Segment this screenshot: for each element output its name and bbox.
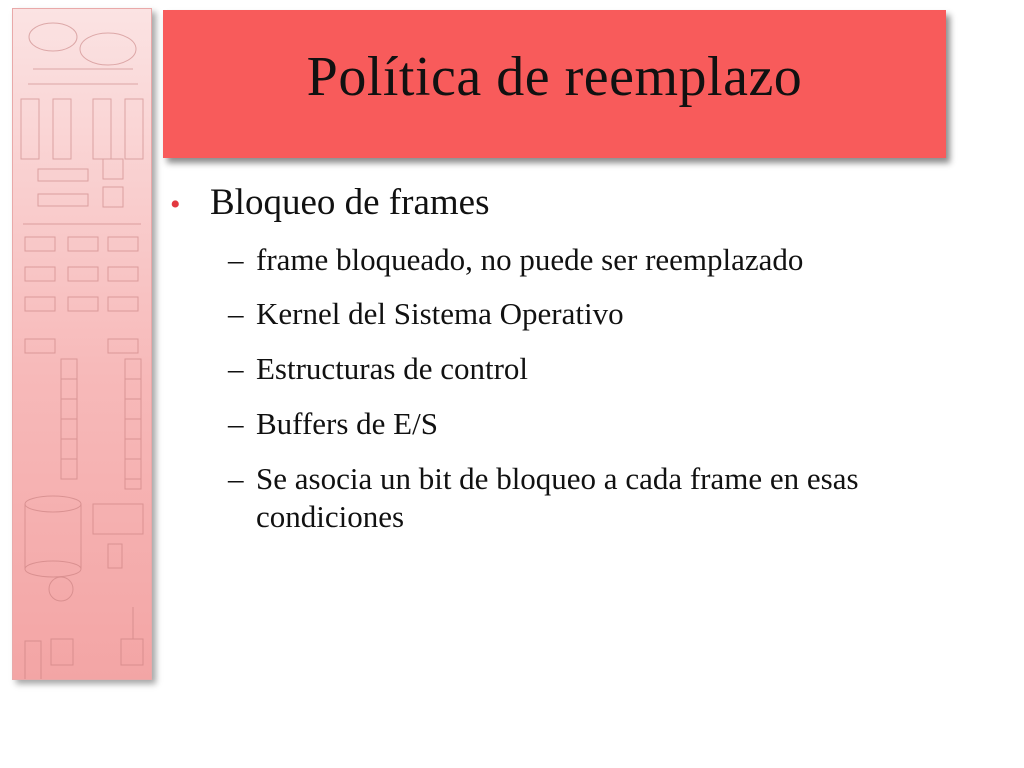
subbullet-item — [170, 350, 990, 388]
bullet-dot-icon: • — [170, 188, 181, 221]
slide-title: Política de reemplazo — [306, 46, 803, 108]
bullet-item — [170, 182, 990, 225]
dash-icon: – — [228, 405, 244, 441]
slide-content — [170, 182, 990, 552]
dash-icon: – — [228, 241, 244, 277]
subbullet-item — [170, 405, 990, 443]
subbullet-text: Se asocia un bit de bloqueo a cada frame en esas condiciones — [256, 460, 859, 534]
subbullet-text: Buffers de E/S — [256, 405, 438, 441]
subbullet-text: Estructuras de control — [256, 351, 529, 387]
dash-icon: – — [228, 351, 244, 387]
subbullet-text: frame bloqueado, no puede ser reemplazado — [256, 241, 804, 277]
subbullet-item — [170, 241, 990, 279]
bullet-text: Bloqueo de frames — [210, 182, 490, 223]
decorative-sidebar-panel — [12, 8, 152, 680]
dash-icon: – — [228, 460, 244, 496]
subbullet-list — [170, 241, 990, 536]
subbullet-text: Kernel del Sistema Operativo — [256, 296, 624, 332]
dash-icon: – — [228, 296, 244, 332]
subbullet-item — [170, 295, 990, 333]
subbullet-item — [170, 460, 990, 536]
title-banner — [163, 10, 946, 158]
schematic-diagram-decoration — [13, 9, 151, 679]
